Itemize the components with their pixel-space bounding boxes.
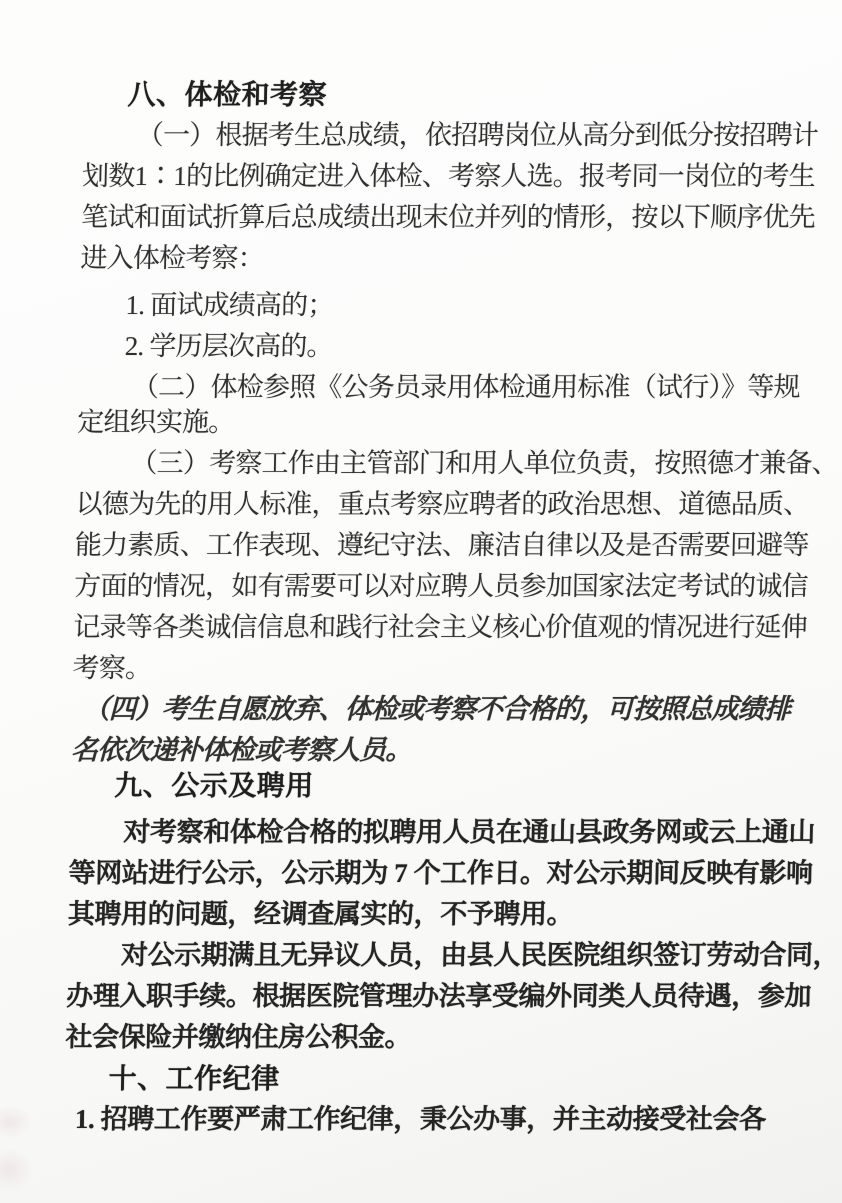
document-line: 进入体检考察： bbox=[80, 243, 265, 273]
section-heading: 九、公示及聘用 bbox=[114, 770, 315, 801]
document-line: 名依次递补体检或考察人员。 bbox=[70, 735, 412, 765]
document-line: 考察。 bbox=[72, 653, 152, 683]
document-line: 划数1∶1的比例确定进入体检、考察人选。报考同一岗位的考生 bbox=[81, 161, 816, 191]
document-line: 2. 学历层次高的。 bbox=[124, 331, 334, 361]
document-line: 笔试和面试折算后总成绩出现末位并列的情形，按以下顺序优先 bbox=[80, 202, 816, 232]
document-line: 对公示期满且无异议人员，由县人民医院组织签订劳动合同， bbox=[120, 940, 840, 970]
document-line: （二）体检参照《公务员录用体检通用标准（试行）》等规 bbox=[131, 372, 800, 402]
section-heading: 十、工作纪律 bbox=[108, 1063, 281, 1094]
document-line: 社会保险并缴纳住房公积金。 bbox=[65, 1022, 412, 1052]
document-line: （四）考生自愿放弃、体检或考察不合格的，可按照总成绩排 bbox=[82, 694, 791, 724]
document-line: 能力素质、工作表现、遵纪守法、廉洁自律以及是否需要回避等 bbox=[74, 530, 809, 560]
scan-smudge bbox=[0, 1148, 34, 1192]
document-line: 1. 面试成绩高的； bbox=[125, 290, 334, 320]
document-line: 以德为先的用人标准，重点考察应聘者的政治思想、道德品质、 bbox=[75, 489, 810, 519]
document-line: 对考察和体检合格的拟聘用人员在通山县政务网或云上通山 bbox=[123, 817, 816, 847]
document-line: 1. 招聘工作要严肃工作纪律，秉公办事，并主动接受社会各 bbox=[74, 1104, 767, 1134]
document-line: 记录等各类诚信信息和践行社会主义核心价值观的情况进行延伸 bbox=[73, 612, 808, 642]
document-line: 办理入职手续。根据医院管理办法享受编外同类人员待遇，参加 bbox=[66, 981, 812, 1011]
document-text-block bbox=[0, 74, 842, 1140]
document-line: 其聘用的问题，经调查属实的，不予聘用。 bbox=[67, 899, 574, 929]
document-line: 方面的情况，如有需要可以对应聘人员参加国家法定考试的诚信 bbox=[73, 571, 809, 601]
document-line: （一）根据考生总成绩，依招聘岗位从高分到低分按招聘计 bbox=[136, 120, 819, 150]
document-line: （三）考察工作由主管部门和用人单位负责，按照德才兼备、 bbox=[130, 448, 839, 478]
section-heading: 八、体检和考察 bbox=[127, 79, 328, 110]
document-line: 定组织实施。 bbox=[77, 407, 235, 437]
document-line: 等网站进行公示，公示期为 7 个工作日。对公示期间反映有影响 bbox=[68, 858, 813, 888]
